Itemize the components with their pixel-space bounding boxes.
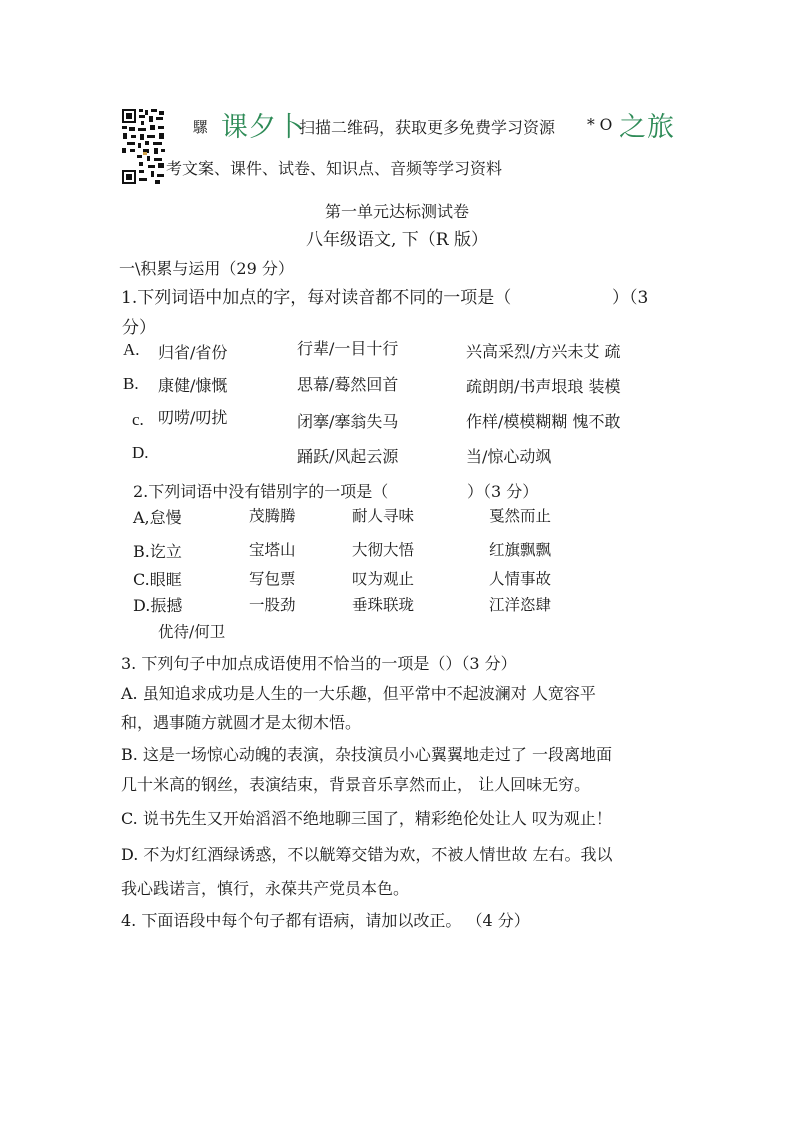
q2-option-b-label: B.讫立 bbox=[133, 542, 182, 561]
q2-option-b-col4: 红旗飘飘 bbox=[489, 541, 552, 559]
q1-option-a-col1: 归省/省份 bbox=[158, 343, 228, 362]
q2-option-d-label: D.振撼 bbox=[133, 596, 183, 615]
q2-option-a-label: A,怠慢 bbox=[133, 508, 182, 527]
header-mark: * O bbox=[587, 116, 613, 134]
q4-stem: 4. 下面语段中每个句子都有语病，请加以改正。 （4 分） bbox=[121, 911, 530, 930]
q3-stem: 3. 下列句子中加点成语使用不恰当的一项是（）（3 分） bbox=[121, 654, 517, 673]
page-subtitle: 八年级语文, 下（R 版） bbox=[306, 230, 489, 250]
q1-option-d-col3: 当/惊心动飒 bbox=[466, 447, 552, 466]
q1-option-a-col3: 兴高采烈/方兴未艾 疏 bbox=[466, 342, 621, 361]
header-prefix: 騾 bbox=[193, 118, 209, 136]
q2-extra-line: 优待/何卫 bbox=[158, 623, 226, 641]
q2-option-c-col4: 人情事故 bbox=[489, 570, 552, 588]
q2-option-b-col3: 大彻大悟 bbox=[352, 541, 415, 559]
q2-stem-close: ）（3 分） bbox=[467, 482, 539, 501]
q2-option-a-col2: 茂腾腾 bbox=[249, 507, 296, 525]
page-title: 第一单元达标测试卷 bbox=[325, 202, 470, 221]
q3-option-a-line1: A. 虽知追求成功是人生的一大乐趣，但平常中不起波澜对 人宽容平 bbox=[121, 684, 596, 703]
header-logo: 课夕卜 bbox=[221, 112, 305, 143]
q1-option-a-col2: 行辈/一目十行 bbox=[297, 339, 399, 358]
q1-option-b-label: B. bbox=[123, 374, 139, 393]
header-resources: 考文案、课件、试卷、知识点、音频等学习资料 bbox=[166, 159, 503, 178]
q2-option-c-label: C.眼眶 bbox=[133, 570, 182, 589]
q2-option-d-col4: 江洋恣肆 bbox=[489, 596, 552, 614]
header-travel: 之旅 bbox=[619, 112, 675, 143]
q2-option-b-col2: 宝塔山 bbox=[249, 541, 296, 559]
q1-option-c-col3: 作样/模模糊糊 愧不敢 bbox=[466, 412, 621, 431]
q1-stem: 1.下列词语中加点的字，每对读音都不同的一项是（ bbox=[121, 288, 512, 308]
q2-option-d-col3: 垂珠联珑 bbox=[352, 596, 415, 614]
q3-option-d-line2: 我心践诺言，慎行，永葆共产党员本色。 bbox=[121, 879, 410, 898]
section-heading: 一\积累与运用（29 分） bbox=[119, 259, 294, 278]
q1-option-d-label: D. bbox=[132, 443, 149, 462]
q3-option-a-line2: 和，遇事随方就圆才是太彻木悟。 bbox=[121, 713, 362, 732]
q1-option-a-label: A. bbox=[123, 340, 140, 359]
q1-option-c-col2: 闭搴/搴翁失马 bbox=[297, 412, 399, 431]
q3-option-b-line2: 几十米高的钢丝，表演结束，背景音乐享然而止， 让人回味无穷。 bbox=[121, 775, 591, 794]
q2-option-c-col3: 叹为观止 bbox=[352, 570, 415, 588]
qr-code-image bbox=[121, 108, 167, 186]
q1-option-b-col1: 康健/慷慨 bbox=[158, 376, 228, 395]
q1-stem-cont: 分） bbox=[122, 318, 156, 338]
q1-option-b-col3: 疏朗朗/书声垠琅 装模 bbox=[466, 377, 621, 396]
q1-option-b-col2: 思幕/蓦然回首 bbox=[297, 375, 399, 394]
q2-option-c-col2: 写包票 bbox=[249, 570, 296, 588]
q1-option-c-label: c. bbox=[132, 410, 144, 429]
q1-option-c-col1: 叨唠/叨扰 bbox=[158, 408, 228, 427]
q3-option-b-line1: B. 这是一场惊心动魄的表演，杂技演员小心翼翼地走过了 一段离地面 bbox=[121, 745, 613, 764]
q2-stem: 2.下列词语中没有错别字的一项是（ bbox=[133, 482, 389, 501]
q1-option-d-col2: 踊跃/风起云源 bbox=[297, 447, 399, 466]
q3-option-c-line1: C. 说书先生又开始滔滔不绝地聊三国了，精彩绝伦处让人 叹为观止！ bbox=[121, 809, 612, 828]
q2-option-a-col3: 耐人寻味 bbox=[352, 507, 415, 525]
q1-stem-close: ）（3 bbox=[612, 288, 649, 308]
q3-option-d-line1: D. 不为灯红酒绿诱惑，不以觥筹交错为欢，不被人情世故 左右。我以 bbox=[121, 845, 613, 864]
q2-option-d-col2: 一股劲 bbox=[249, 596, 296, 614]
header-qr-text: 扫描二维码，获取更多免费学习资源 bbox=[299, 118, 556, 137]
q2-option-a-col4: 戛然而止 bbox=[489, 507, 552, 525]
